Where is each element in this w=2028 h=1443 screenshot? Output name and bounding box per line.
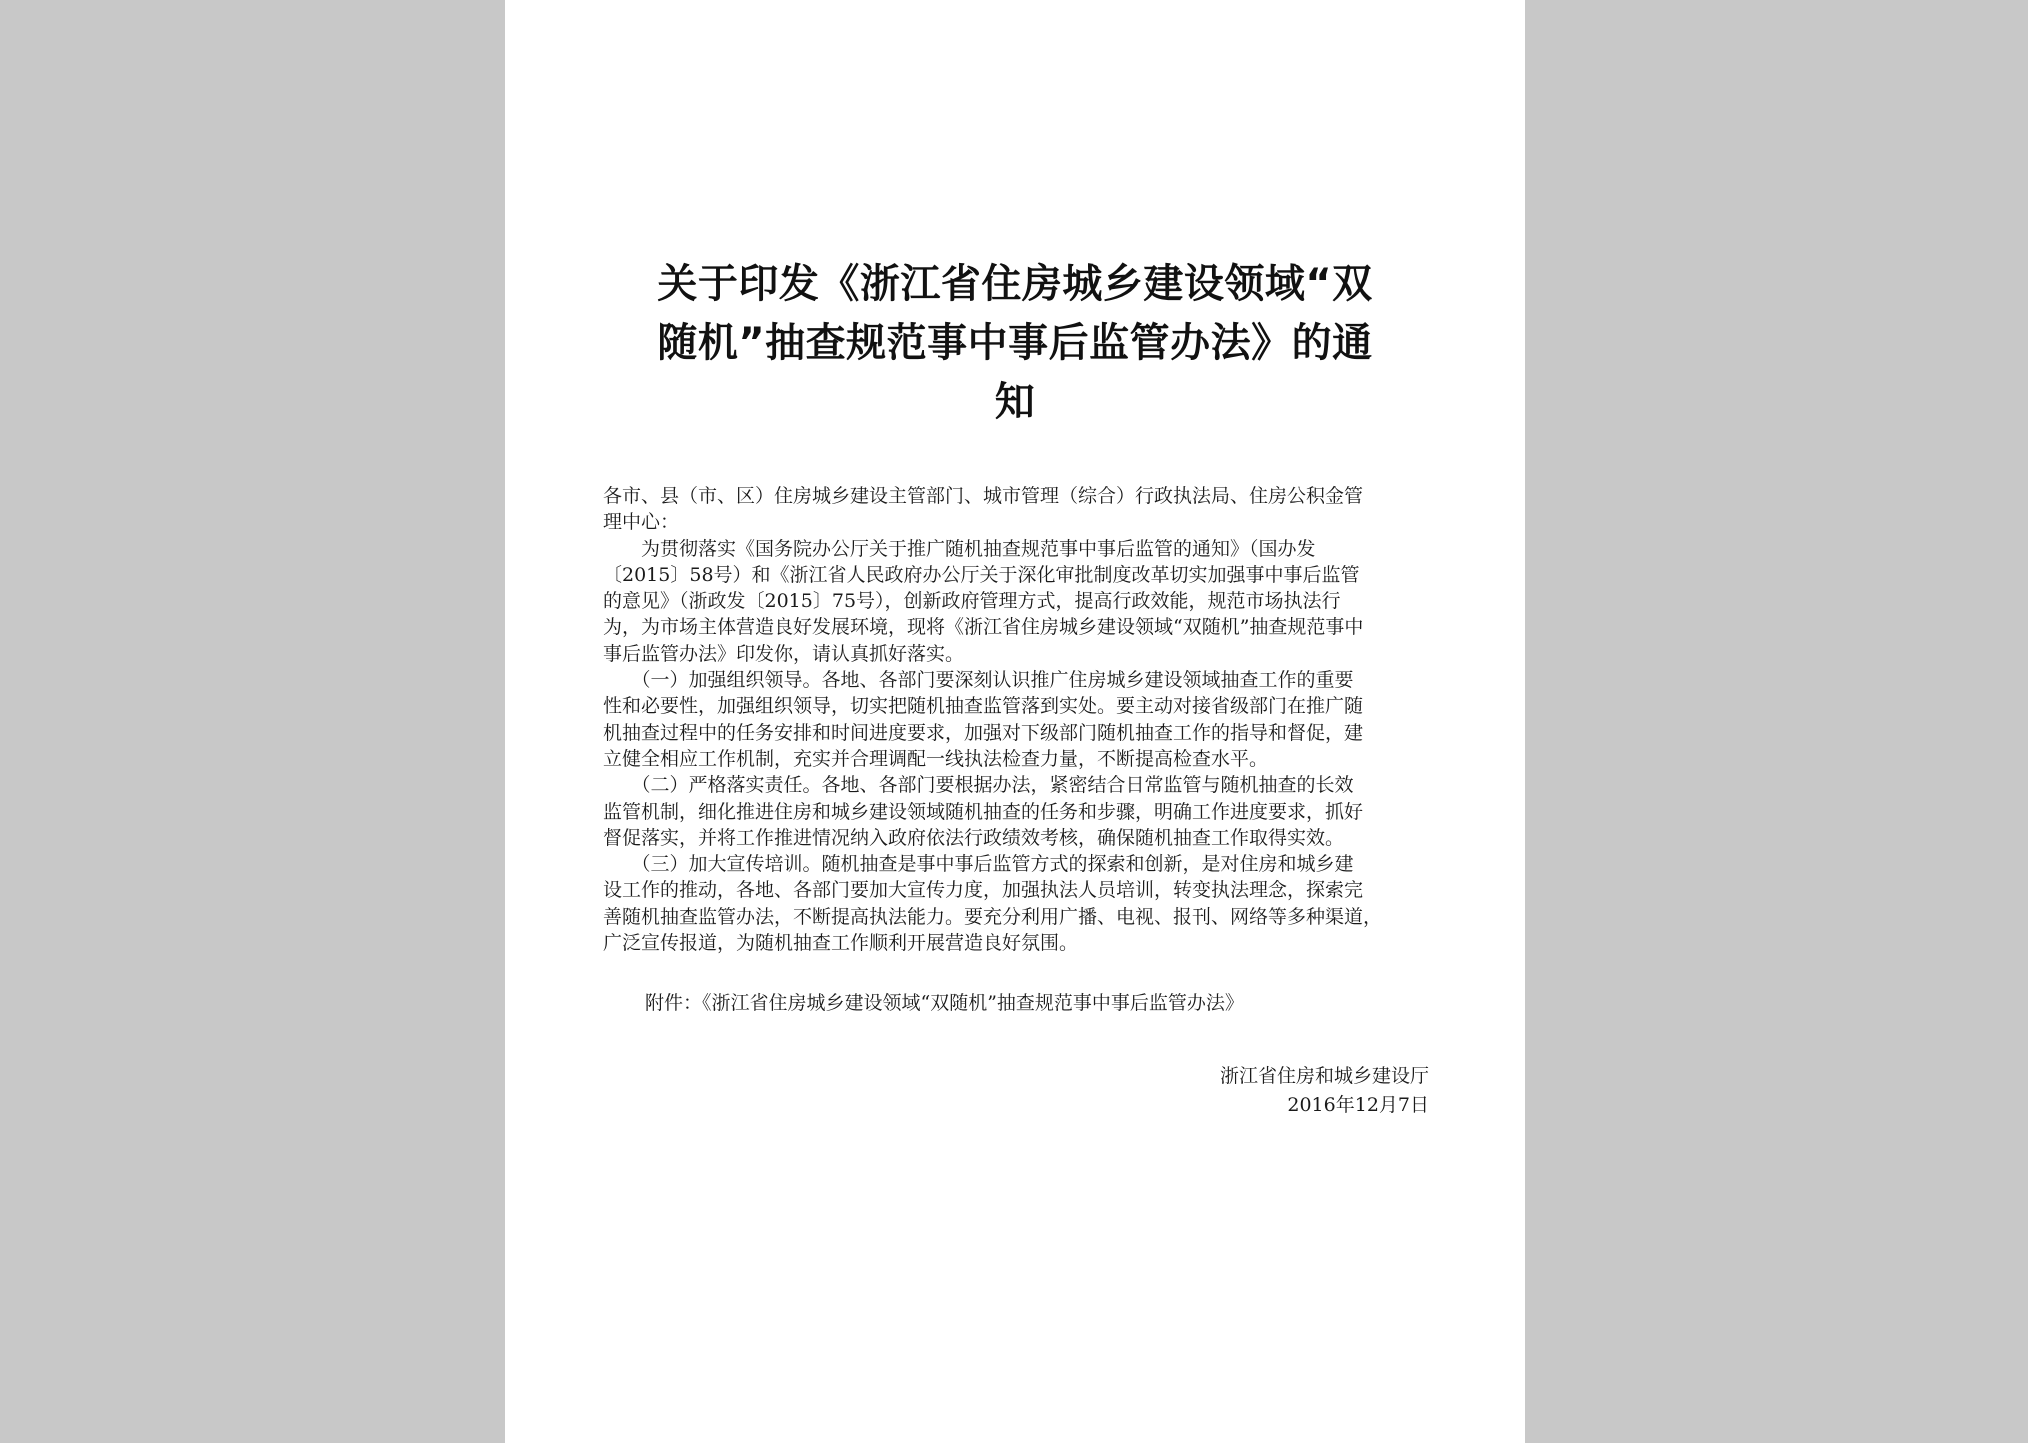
- signature-block: [1220, 1062, 1429, 1120]
- text-line: 善随机抽查监管办法，不断提高执法能力。要充分利用广播、电视、报刊、网络等多种渠道，: [603, 905, 1383, 928]
- text-line: 性和必要性，加强组织领导，切实把随机抽查监管落到实处。要主动对接省级部门在推广随: [603, 695, 1364, 718]
- text-line: 理中心：: [603, 511, 680, 534]
- paragraph-item-3: [603, 851, 1443, 956]
- paragraph-item-1: [603, 667, 1443, 772]
- signature-organization: 浙江省住房和城乡建设厅: [1219, 1065, 1429, 1087]
- title-line: 关于印发《浙江省住房城乡建设领域“双: [657, 261, 1373, 307]
- paragraph-item-2: [603, 772, 1443, 851]
- document-page: [505, 0, 1525, 1443]
- text-line: 广泛宣传报道，为随机抽查工作顺利开展营造良好氛围。: [603, 932, 1079, 955]
- text-line: 为，为市场主体营造良好发展环境，现将《浙江省住房城乡建设领域“双随机”抽查规范事中: [603, 616, 1364, 639]
- paragraph-intro: [603, 536, 1443, 667]
- text-line: （一）加强组织领导。各地、各部门要深刻认识推广住房城乡建设领域抽查工作的重要: [603, 669, 1354, 692]
- text-line: 督促落实，并将工作推进情况纳入政府依法行政绩效考核，确保随机抽查工作取得实效。: [603, 826, 1345, 849]
- signature-date: 2016年12月7日: [1287, 1094, 1429, 1116]
- title-line: 知: [994, 379, 1036, 425]
- text-line: 的意见》（浙政发〔2015〕75号），创新政府管理方式，提高行政效能，规范市场执法行: [603, 590, 1341, 613]
- text-line: 事后监管办法》印发你，请认真抓好落实。: [603, 642, 965, 665]
- text-line: （二）严格落实责任。各地、各部门要根据办法，紧密结合日常监管与随机抽查的长效: [603, 774, 1354, 797]
- text-line: 监管机制，细化推进住房和城乡建设领域随机抽查的任务和步骤，明确工作进度要求，抓好: [603, 800, 1364, 823]
- text-line: 设工作的推动，各地、各部门要加大宣传力度，加强执法人员培训，转变执法理念，探索完: [603, 879, 1364, 902]
- title-line: 随机”抽查规范事中事后监管办法》的通: [657, 320, 1373, 366]
- text-line: （三）加大宣传培训。随机抽查是事中事后监管方式的探索和创新，是对住房和城乡建: [603, 853, 1354, 876]
- attachment-line: 附件：《浙江省住房城乡建设领域“双随机”抽查规范事中事后监管办法》: [645, 992, 1244, 1014]
- text-line: 为贯彻落实《国务院办公厅关于推广随机抽查规范事中事后监管的通知》（国办发: [603, 537, 1316, 560]
- document-body: [603, 483, 1443, 956]
- document-title: [605, 255, 1425, 432]
- text-line: 各市、县（市、区）住房城乡建设主管部门、城市管理（综合）行政执法局、住房公积金管: [603, 485, 1364, 507]
- text-line: 〔2015〕58号）和《浙江省人民政府办公厅关于深化审批制度改革切实加强事中事后监管: [603, 563, 1360, 586]
- text-line: 立健全相应工作机制，充实并合理调配一线执法检查力量，不断提高检查水平。: [603, 747, 1269, 770]
- addressee: [603, 483, 1443, 536]
- text-line: 机抽查过程中的任务安排和时间进度要求，加强对下级部门随机抽查工作的指导和督促，建: [603, 721, 1364, 744]
